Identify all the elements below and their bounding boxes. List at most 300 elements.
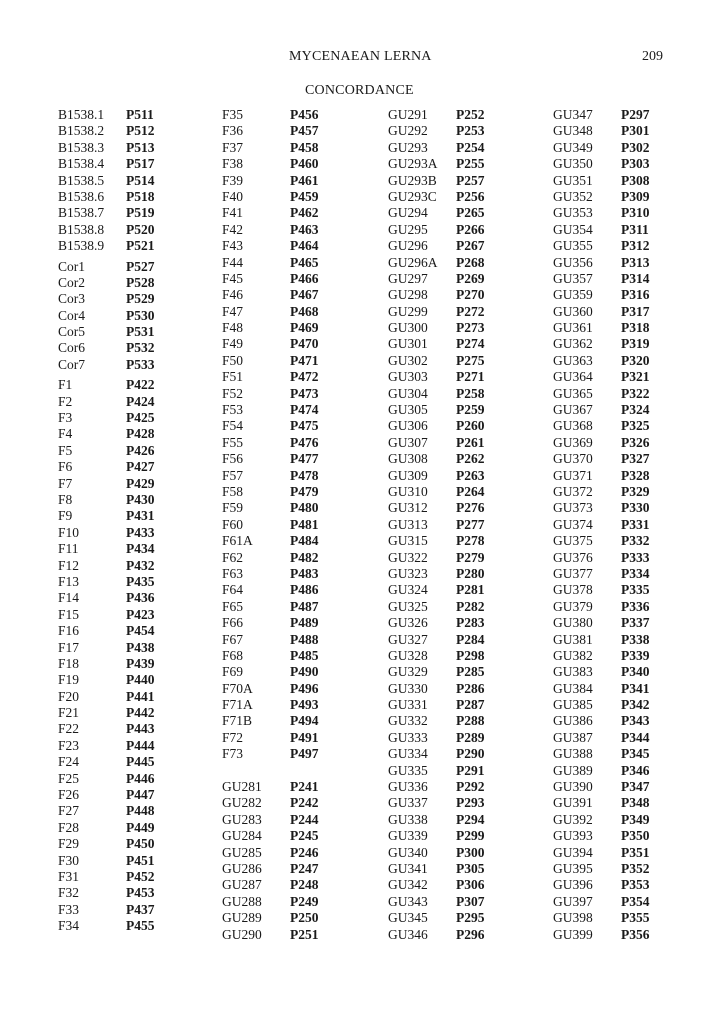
entry-code: Cor2 xyxy=(58,274,85,290)
entry-catalogue-number: P424 xyxy=(126,393,155,409)
entry-catalogue-number: P438 xyxy=(126,639,155,655)
concordance-entry xyxy=(222,222,319,238)
entry-catalogue-number: P281 xyxy=(456,582,485,598)
concordance-entry xyxy=(58,672,155,688)
entry-catalogue-number: P249 xyxy=(290,893,319,909)
entry-code: F33 xyxy=(58,901,80,917)
entry-code: GU365 xyxy=(553,385,593,401)
entry-code: GU302 xyxy=(388,352,428,368)
concordance-entry xyxy=(58,508,155,524)
entry-catalogue-number: P352 xyxy=(621,860,650,876)
entry-code: F41 xyxy=(222,205,244,221)
concordance-entry xyxy=(58,275,155,291)
entry-catalogue-number: P327 xyxy=(621,451,650,467)
concordance-entry xyxy=(222,189,319,205)
concordance-entry xyxy=(553,910,650,926)
entry-catalogue-number: P306 xyxy=(456,877,485,893)
entry-catalogue-number: P316 xyxy=(621,287,650,303)
entry-catalogue-number: P248 xyxy=(290,877,319,893)
concordance-entry xyxy=(553,271,650,287)
entry-catalogue-number: P262 xyxy=(456,451,485,467)
entry-code: Cor6 xyxy=(58,340,85,356)
concordance-entry xyxy=(388,812,485,828)
concordance-entry xyxy=(222,500,319,516)
entry-code: GU398 xyxy=(553,910,593,926)
entry-code: F35 xyxy=(222,107,244,122)
entry-code: F3 xyxy=(58,410,73,426)
entry-code: GU297 xyxy=(388,270,428,286)
concordance-entry xyxy=(58,410,155,426)
concordance-entry xyxy=(222,845,319,861)
concordance-entry xyxy=(388,287,485,303)
concordance-entry xyxy=(388,255,485,271)
concordance-entry xyxy=(222,910,319,926)
concordance-entry xyxy=(388,632,485,648)
entry-catalogue-number: P242 xyxy=(290,795,319,811)
entry-code: F58 xyxy=(222,483,244,499)
concordance-entry xyxy=(222,173,319,189)
entry-catalogue-number: P529 xyxy=(126,291,155,307)
entry-catalogue-number: P328 xyxy=(621,467,650,483)
entry-catalogue-number: P299 xyxy=(456,828,485,844)
entry-code: GU388 xyxy=(553,746,593,762)
concordance-entry xyxy=(222,877,319,893)
concordance-entry xyxy=(388,173,485,189)
entry-catalogue-number: P489 xyxy=(290,615,319,631)
concordance-entry xyxy=(222,238,319,254)
concordance-entry xyxy=(553,533,650,549)
entry-catalogue-number: P453 xyxy=(126,885,155,901)
concordance-entry xyxy=(553,861,650,877)
entry-catalogue-number: P263 xyxy=(456,467,485,483)
entry-catalogue-number: P261 xyxy=(456,434,485,450)
concordance-entry xyxy=(222,156,319,172)
concordance-entry xyxy=(388,648,485,664)
concordance-entry xyxy=(388,746,485,762)
concordance-entry xyxy=(388,795,485,811)
entry-catalogue-number: P311 xyxy=(621,221,649,237)
concordance-entry xyxy=(222,927,319,943)
entry-code: GU348 xyxy=(553,123,593,139)
entry-catalogue-number: P326 xyxy=(621,434,650,450)
entry-code: F32 xyxy=(58,885,80,901)
entry-code: F21 xyxy=(58,705,80,721)
entry-catalogue-number: P270 xyxy=(456,287,485,303)
entry-code: F4 xyxy=(58,426,73,442)
entry-catalogue-number: P297 xyxy=(621,107,650,122)
concordance-entry xyxy=(553,320,650,336)
entry-catalogue-number: P448 xyxy=(126,803,155,819)
concordance-entry xyxy=(388,894,485,910)
entry-catalogue-number: P317 xyxy=(621,303,650,319)
entry-code: F62 xyxy=(222,549,244,565)
entry-code: F61A xyxy=(222,533,253,549)
concordance-entry xyxy=(388,123,485,139)
concordance-entry xyxy=(58,189,155,205)
concordance-entry xyxy=(222,287,319,303)
entry-catalogue-number: P325 xyxy=(621,418,650,434)
entry-code: F12 xyxy=(58,557,80,573)
entry-catalogue-number: P355 xyxy=(621,910,650,926)
entry-catalogue-number: P338 xyxy=(621,631,650,647)
entry-code: F29 xyxy=(58,836,80,852)
entry-code: F26 xyxy=(58,787,80,803)
concordance-entry xyxy=(553,664,650,680)
entry-catalogue-number: P271 xyxy=(456,369,485,385)
entry-catalogue-number: P334 xyxy=(621,565,650,581)
entry-catalogue-number: P255 xyxy=(456,156,485,172)
concordance-entry xyxy=(553,697,650,713)
entry-catalogue-number: P476 xyxy=(290,434,319,450)
entry-catalogue-number: P532 xyxy=(126,340,155,356)
entry-code: GU374 xyxy=(553,516,593,532)
entry-catalogue-number: P331 xyxy=(621,516,650,532)
concordance-entry xyxy=(553,927,650,943)
entry-code: B1538.8 xyxy=(58,221,105,237)
entry-catalogue-number: P441 xyxy=(126,688,155,704)
entry-catalogue-number: P343 xyxy=(621,713,650,729)
entry-code: GU293B xyxy=(388,172,437,188)
concordance-entry xyxy=(553,336,650,352)
concordance-entry xyxy=(553,107,650,123)
entry-code: GU359 xyxy=(553,287,593,303)
entry-catalogue-number: P265 xyxy=(456,205,485,221)
entry-catalogue-number: P337 xyxy=(621,615,650,631)
entry-catalogue-number: P512 xyxy=(126,123,155,139)
concordance-entry xyxy=(58,820,155,836)
entry-code: B1538.3 xyxy=(58,139,105,155)
entry-catalogue-number: P452 xyxy=(126,868,155,884)
entry-catalogue-number: P324 xyxy=(621,402,650,418)
entry-code: GU377 xyxy=(553,565,593,581)
concordance-entry xyxy=(222,795,319,811)
entry-code: GU301 xyxy=(388,336,428,352)
entry-catalogue-number: P305 xyxy=(456,860,485,876)
entry-code: GU325 xyxy=(388,598,428,614)
entry-code: GU328 xyxy=(388,647,428,663)
entry-catalogue-number: P313 xyxy=(621,254,650,270)
entry-catalogue-number: P423 xyxy=(126,606,155,622)
entry-code: GU394 xyxy=(553,844,593,860)
entry-code: F10 xyxy=(58,524,80,540)
entry-code: GU391 xyxy=(553,795,593,811)
entry-catalogue-number: P347 xyxy=(621,779,650,795)
entry-catalogue-number: P437 xyxy=(126,901,155,917)
concordance-entry xyxy=(553,648,650,664)
entry-catalogue-number: P353 xyxy=(621,877,650,893)
entry-catalogue-number: P425 xyxy=(126,410,155,426)
entry-catalogue-number: P336 xyxy=(621,598,650,614)
concordance-entry xyxy=(388,271,485,287)
entry-catalogue-number: P442 xyxy=(126,705,155,721)
entry-code: F69 xyxy=(222,664,244,680)
concordance-entry xyxy=(58,525,155,541)
entry-catalogue-number: P465 xyxy=(290,254,319,270)
concordance-entry xyxy=(58,340,155,356)
concordance-entry xyxy=(553,353,650,369)
entry-code: F55 xyxy=(222,434,244,450)
concordance-entry xyxy=(58,357,155,373)
entry-code: GU327 xyxy=(388,631,428,647)
entry-code: F22 xyxy=(58,721,80,737)
entry-catalogue-number: P497 xyxy=(290,746,319,762)
entry-code: GU308 xyxy=(388,451,428,467)
entry-catalogue-number: P295 xyxy=(456,910,485,926)
concordance-entry xyxy=(222,697,319,713)
concordance-entry xyxy=(388,418,485,434)
entry-catalogue-number: P488 xyxy=(290,631,319,647)
entry-code: GU389 xyxy=(553,762,593,778)
concordance-entry xyxy=(58,377,155,393)
entry-catalogue-number: P266 xyxy=(456,221,485,237)
concordance-entry xyxy=(58,902,155,918)
entry-code: GU295 xyxy=(388,221,428,237)
entry-code: GU383 xyxy=(553,664,593,680)
entry-catalogue-number: P339 xyxy=(621,647,650,663)
entry-code: GU362 xyxy=(553,336,593,352)
concordance-entry xyxy=(222,894,319,910)
entry-code: GU293A xyxy=(388,156,438,172)
entry-code: F37 xyxy=(222,139,244,155)
concordance-entry xyxy=(222,730,319,746)
concordance-entry xyxy=(222,107,319,123)
concordance-entry xyxy=(388,845,485,861)
entry-code: GU293C xyxy=(388,188,437,204)
concordance-entry xyxy=(388,238,485,254)
concordance-entry xyxy=(58,123,155,139)
entry-catalogue-number: P439 xyxy=(126,655,155,671)
concordance-entry xyxy=(388,402,485,418)
concordance-entry xyxy=(553,402,650,418)
concordance-entry xyxy=(222,140,319,156)
concordance-entry xyxy=(553,222,650,238)
entry-catalogue-number: P496 xyxy=(290,680,319,696)
entry-catalogue-number: P245 xyxy=(290,828,319,844)
entry-catalogue-number: P342 xyxy=(621,697,650,713)
entry-code: F68 xyxy=(222,647,244,663)
concordance-entry xyxy=(58,558,155,574)
entry-code: F50 xyxy=(222,352,244,368)
entry-catalogue-number: P264 xyxy=(456,483,485,499)
entry-catalogue-number: P289 xyxy=(456,729,485,745)
concordance-entry xyxy=(553,304,650,320)
entry-code: B1538.2 xyxy=(58,123,105,139)
entry-catalogue-number: P519 xyxy=(126,205,155,221)
entry-catalogue-number: P288 xyxy=(456,713,485,729)
entry-code: GU290 xyxy=(222,926,262,942)
entry-code: B1538.5 xyxy=(58,172,105,188)
entry-code: GU288 xyxy=(222,893,262,909)
entry-catalogue-number: P253 xyxy=(456,123,485,139)
entry-catalogue-number: P494 xyxy=(290,713,319,729)
entry-code: GU373 xyxy=(553,500,593,516)
concordance-entry xyxy=(58,574,155,590)
entry-catalogue-number: P469 xyxy=(290,320,319,336)
concordance-entry xyxy=(388,500,485,516)
entry-catalogue-number: P467 xyxy=(290,287,319,303)
entry-code: GU399 xyxy=(553,926,593,942)
concordance-entry xyxy=(553,877,650,893)
entry-catalogue-number: P349 xyxy=(621,811,650,827)
entry-catalogue-number: P431 xyxy=(126,508,155,524)
entry-code: GU369 xyxy=(553,434,593,450)
concordance-entry xyxy=(222,435,319,451)
entry-code: GU385 xyxy=(553,697,593,713)
entry-catalogue-number: P514 xyxy=(126,172,155,188)
section-title: CONCORDANCE xyxy=(305,83,414,98)
concordance-column-2 xyxy=(222,107,319,943)
concordance-entry xyxy=(388,664,485,680)
entry-code: GU387 xyxy=(553,729,593,745)
concordance-entry xyxy=(222,484,319,500)
entry-code: GU284 xyxy=(222,828,262,844)
concordance-entry xyxy=(553,189,650,205)
entry-catalogue-number: P257 xyxy=(456,172,485,188)
concordance-entry xyxy=(58,541,155,557)
concordance-entry xyxy=(388,451,485,467)
entry-catalogue-number: P464 xyxy=(290,238,319,254)
entry-code: F60 xyxy=(222,516,244,532)
entry-code: F71B xyxy=(222,713,253,729)
entry-catalogue-number: P260 xyxy=(456,418,485,434)
concordance-entry xyxy=(553,418,650,434)
concordance-entry xyxy=(58,869,155,885)
entry-code: F17 xyxy=(58,639,80,655)
entry-catalogue-number: P480 xyxy=(290,500,319,516)
concordance-entry xyxy=(222,779,319,795)
concordance-entry xyxy=(58,394,155,410)
entry-catalogue-number: P273 xyxy=(456,320,485,336)
entry-code: Cor5 xyxy=(58,324,85,340)
concordance-entry xyxy=(222,336,319,352)
entry-catalogue-number: P277 xyxy=(456,516,485,532)
concordance-entry xyxy=(222,713,319,729)
entry-catalogue-number: P485 xyxy=(290,647,319,663)
entry-code: GU286 xyxy=(222,860,262,876)
concordance-entry xyxy=(222,746,319,762)
entry-catalogue-number: P345 xyxy=(621,746,650,762)
entry-catalogue-number: P278 xyxy=(456,533,485,549)
entry-code: GU306 xyxy=(388,418,428,434)
entry-catalogue-number: P490 xyxy=(290,664,319,680)
entry-code: GU368 xyxy=(553,418,593,434)
entry-catalogue-number: P346 xyxy=(621,762,650,778)
entry-code: GU303 xyxy=(388,369,428,385)
entry-catalogue-number: P322 xyxy=(621,385,650,401)
entry-catalogue-number: P436 xyxy=(126,590,155,606)
concordance-entry xyxy=(222,828,319,844)
concordance-entry xyxy=(553,681,650,697)
entry-catalogue-number: P472 xyxy=(290,369,319,385)
entry-code: F42 xyxy=(222,221,244,237)
concordance-entry xyxy=(553,713,650,729)
entry-catalogue-number: P246 xyxy=(290,844,319,860)
entry-code: F71A xyxy=(222,697,253,713)
entry-catalogue-number: P470 xyxy=(290,336,319,352)
entry-code: F24 xyxy=(58,754,80,770)
concordance-entry xyxy=(553,632,650,648)
entry-code: F6 xyxy=(58,459,73,475)
entry-catalogue-number: P511 xyxy=(126,107,154,122)
entry-code: GU293 xyxy=(388,139,428,155)
concordance-entry xyxy=(58,107,155,123)
concordance-entry xyxy=(58,853,155,869)
entry-code: F57 xyxy=(222,467,244,483)
entry-code: GU355 xyxy=(553,238,593,254)
concordance-entry xyxy=(553,386,650,402)
concordance-entry xyxy=(222,861,319,877)
entry-code: F40 xyxy=(222,188,244,204)
concordance-entry xyxy=(58,885,155,901)
entry-catalogue-number: P321 xyxy=(621,369,650,385)
entry-catalogue-number: P468 xyxy=(290,303,319,319)
entry-code: F63 xyxy=(222,565,244,581)
entry-catalogue-number: P320 xyxy=(621,352,650,368)
entry-catalogue-number: P287 xyxy=(456,697,485,713)
concordance-entry xyxy=(388,468,485,484)
concordance-entry xyxy=(58,918,155,934)
entry-code: GU333 xyxy=(388,729,428,745)
entry-code: F45 xyxy=(222,270,244,286)
concordance-entry xyxy=(388,336,485,352)
concordance-entry xyxy=(58,640,155,656)
entry-catalogue-number: P530 xyxy=(126,307,155,323)
concordance-entry xyxy=(553,582,650,598)
entry-catalogue-number: P491 xyxy=(290,729,319,745)
entry-catalogue-number: P356 xyxy=(621,926,650,942)
entry-catalogue-number: P462 xyxy=(290,205,319,221)
entry-catalogue-number: P481 xyxy=(290,516,319,532)
entry-catalogue-number: P329 xyxy=(621,483,650,499)
concordance-entry xyxy=(388,189,485,205)
entry-code: F59 xyxy=(222,500,244,516)
concordance-entry xyxy=(553,812,650,828)
entry-code: F51 xyxy=(222,369,244,385)
concordance-entry xyxy=(553,468,650,484)
entry-catalogue-number: P458 xyxy=(290,139,319,155)
entry-catalogue-number: P459 xyxy=(290,188,319,204)
concordance-entry xyxy=(222,418,319,434)
entry-catalogue-number: P493 xyxy=(290,697,319,713)
concordance-entry xyxy=(58,426,155,442)
entry-catalogue-number: P466 xyxy=(290,270,319,286)
concordance-entry xyxy=(222,632,319,648)
concordance-entry xyxy=(388,435,485,451)
entry-catalogue-number: P286 xyxy=(456,680,485,696)
entry-code: GU336 xyxy=(388,779,428,795)
entry-code: GU329 xyxy=(388,664,428,680)
entry-code: F23 xyxy=(58,737,80,753)
entry-code: GU357 xyxy=(553,270,593,286)
entry-code: GU392 xyxy=(553,811,593,827)
entry-code: GU347 xyxy=(553,107,593,122)
concordance-entry xyxy=(222,599,319,615)
concordance-entry xyxy=(388,205,485,221)
entry-code: B1538.1 xyxy=(58,107,105,122)
entry-catalogue-number: P314 xyxy=(621,270,650,286)
entry-catalogue-number: P330 xyxy=(621,500,650,516)
entry-code: F48 xyxy=(222,320,244,336)
concordance-entry xyxy=(388,320,485,336)
entry-code: GU312 xyxy=(388,500,428,516)
entry-catalogue-number: P428 xyxy=(126,426,155,442)
entry-catalogue-number: P285 xyxy=(456,664,485,680)
entry-code: F1 xyxy=(58,377,73,393)
concordance-entry xyxy=(553,140,650,156)
concordance-entry xyxy=(553,795,650,811)
concordance-entry xyxy=(222,255,319,271)
entry-catalogue-number: P474 xyxy=(290,402,319,418)
